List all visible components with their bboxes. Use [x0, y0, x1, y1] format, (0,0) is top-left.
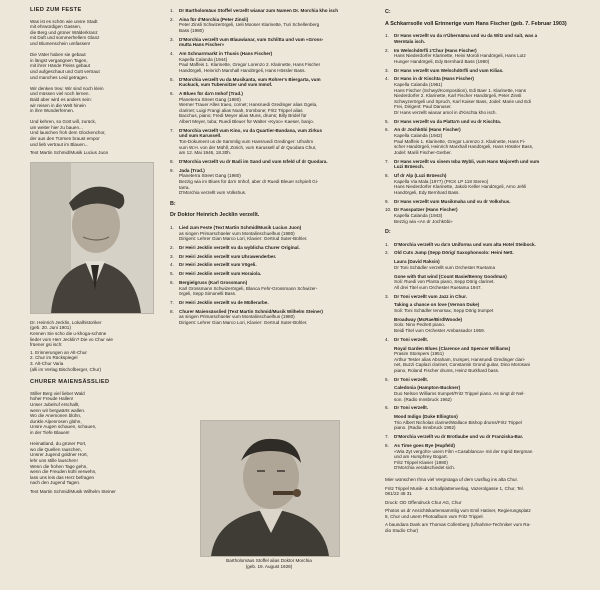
portrait-photo-stoffel [200, 420, 340, 557]
track-body [394, 337, 595, 343]
song-credit-2: Text Martin Schmid/Musik Wilhelm Steiner [30, 488, 116, 494]
footer-line: Photos us dr Ansichtskartensammlig vum Emil Hatiner, Regierungsplatz 8, Chur und usem Photoalbum vum Fritz Trippel. [385, 508, 531, 519]
track-details: Planeterra Street Gang (1980) Bezzig wia im Blues für da'n Imhof, aber dr Ruedi Bleuer schpielt Gi- tarra. D'Morchia verzellt vum Volkshus. [179, 173, 319, 196]
side-label-c: C: [385, 9, 391, 15]
track-body [179, 168, 368, 196]
track-item [385, 317, 595, 334]
track-item [385, 48, 595, 65]
track-body [394, 274, 595, 291]
track-title: Dr Toni verzellt. [394, 405, 429, 411]
track-title: Broadway (McRae/Bird/Woode) [394, 316, 463, 322]
track-details: Kapella Calanda (1961) Hans Fischer (Schwyt/Komposition), Edi Baer 1. Klarinette, Hans Niederdorfer 2. Klarinette, Karl Fischer Handörgeli, Peter Zinsli Schwyzerörgeli und Spruch, Karl Kaiser Bass, Jodel: Marie und Edi Frei, Dirigent: Paul Danuser. Dr Hans verzellt wianar amol in d'Kischta kho isch. [394, 81, 531, 115]
track-number: 2. [385, 250, 389, 256]
track-item [170, 37, 368, 48]
track-body [394, 76, 595, 115]
track-body [179, 254, 368, 260]
track-item [170, 51, 368, 73]
side-c-heading: A Schkarrsolle voll Erinnerige vum Hans Fischer (geb. 7. Februar 1903) [385, 20, 567, 27]
track-body [179, 245, 368, 251]
portrait-photo-jecklin [30, 162, 154, 314]
track-body [179, 128, 368, 156]
track-number: 1. [385, 33, 389, 39]
track-body [394, 119, 595, 125]
track-number: 8. [385, 442, 389, 448]
track-title: D'Morchia verzellt vu da'n Uniforma und vum alta Hotel Steibock. [394, 241, 536, 247]
track-title: Dr Toni verzellt. [394, 376, 429, 382]
track-body [394, 48, 595, 65]
track-details: Trio Albert Nicholas clarinet/Wallace Bishop drums/Fritz Trippel piano. (Radio Innsbruck 1962) [394, 419, 522, 431]
track-item [385, 127, 595, 155]
track-title: Dr Hans in dr Kischta (Hans Fischer) [394, 76, 474, 82]
track-title: D'Morchia verzellt vum Blauwianar, vum Schlitta und vum «Gross- mutta Hans Fischer» [179, 36, 324, 48]
track-body [394, 68, 595, 74]
track-details: Solo: Nino Pedrett piano. Beidi Titel vum Orchester Ambassador 1959. [394, 322, 485, 333]
track-number [385, 317, 394, 334]
track-number: 3. [170, 36, 174, 42]
track-body [394, 302, 595, 313]
track-title: As Time goes Bye (Hupfeld) [394, 442, 455, 448]
track-title: Dr Hans verzellt vum Welschdörfli und vum Kilias. [394, 67, 504, 73]
track-body [394, 199, 595, 205]
track-number [385, 302, 394, 313]
track-details: as singen Primarschüeler vum Montalinschuelhus (1980) Dirigent: Lehrer Gian Marco Lori, Klavier: Gertrud Suter-Bühler. [179, 314, 308, 325]
track-item [385, 33, 595, 44]
column-middle [170, 8, 368, 329]
track-number: 3. [170, 253, 174, 259]
side-b-heading: Dr Doktor Heinrich Jecklin verzellt. [170, 212, 260, 219]
track-title: Old Cuts Jump (Sepp Dörig/ Saxophonsolo: Heini Nett. [394, 250, 514, 256]
track-item [170, 17, 368, 34]
track-item [385, 119, 595, 125]
track-body [179, 77, 368, 88]
photo-caption-jecklin: Dr. Heinrich Jecklin, Lokalhistoriker (geb. 20. Juni 1901) Kennen Sie scho die u-khoga-schöne lieder vom Herr Jecklin? Die vo Chur wie früener gsi isch: [30, 319, 113, 348]
track-item [385, 294, 595, 300]
track-title: Uf dr Alp (Luzi Brüesch) [394, 172, 447, 178]
track-details: «Wia Zyt vergoht» usem Film «Casablanca» mit der Ingrid Bergman und am Humphrey Bogart. Fritz Trippel Klavier (1980) D'Morchia verabschiedet sich. [394, 448, 533, 471]
track-item [170, 262, 368, 268]
track-item [385, 443, 595, 471]
track-body [179, 51, 368, 73]
track-details: Kapella Calanda (1942) Paul Maffeis 1. Klarinette, Gregor Lorenzo 2. Klarinette, Hans Fi- scher Handörgeli, Heinrich Marxhall Handörgeli, Hans Hössler Bass, Jodel: Marili Fischer-Gerber. [394, 133, 534, 155]
track-number: 6. [385, 405, 389, 411]
track-item [385, 76, 595, 115]
column-right [385, 8, 595, 537]
track-title: Bergielgruss (Karl Grossmann) [179, 280, 248, 285]
track-item [170, 309, 368, 326]
track-item [385, 434, 595, 440]
track-body [394, 385, 595, 402]
track-title: Dr Hans verzellt vu da Platta'n und vu dr Kischta. [394, 118, 502, 124]
track-item [170, 300, 368, 306]
side-label-b: B: [170, 200, 176, 207]
track-item [170, 254, 368, 260]
song-heading-2: CHURER MAIENSÄSSLIED [30, 379, 110, 386]
track-body [394, 159, 595, 170]
track-body [179, 309, 368, 326]
photo-caption-stoffel: Bartholomäus Stoffel alias Doktor Morchia (geb. 19. August 1928) [226, 558, 312, 569]
track-body [179, 159, 368, 165]
track-number: 3. [385, 293, 389, 299]
track-number: 8. [170, 158, 174, 164]
track-item [170, 168, 368, 196]
track-body [179, 280, 368, 297]
track-title: Jada (Trad.) [179, 167, 205, 173]
track-item [385, 385, 595, 402]
track-number: 8. [385, 172, 389, 178]
track-body [179, 262, 368, 268]
track-item [385, 242, 595, 248]
track-title: D'Morchia verzellt vu da Musikanta, vum Rohrer's Biergarta, vum Kuckuck, vum Tubensitzer und vum Inmof. [179, 76, 321, 88]
track-title: Dr Toni verzellt vum Jazz in Chur. [394, 293, 467, 299]
track-number: 5. [170, 271, 174, 277]
track-item [385, 259, 595, 270]
track-details: as singen Primarschüeler vum Montalinschuelhus (1980) Dirigent: Lehrer Gian Marco Lori, Klavier: Gertrud Suter-Bühler. [179, 230, 308, 242]
track-list-side-c [385, 33, 595, 224]
track-item [385, 346, 595, 374]
track-list-side-a [170, 8, 368, 196]
track-number: 2. [170, 244, 174, 250]
track-item [385, 199, 595, 205]
track-number: 5. [385, 118, 389, 124]
track-title: Aina für d'Morchia (Peter Zinsli) [179, 16, 249, 22]
track-title: Im Welschdörfli z'Chur (Hans Fischer) [394, 47, 477, 53]
track-details: Kapella Via Mala (1977) (PICK LP 118 Stereo) Hans Niederdorfer Klarinette, Jakob Keller Handörgeli, Arno Jehli Handörgeli, Edy Bernhard Bass. [394, 178, 527, 195]
track-title: Dr Hans verzellt vu da n'Übernäma und vu da Witz und sait, was a Werntala isch. [394, 33, 538, 44]
track-body [394, 346, 595, 374]
track-title: Lied zum Feste (Text Martin Schmid/Musik Lucius Juon) [179, 224, 302, 230]
track-details: Kapella Calanda (1943) Bezzig wia «An dr Jochköbi» [394, 212, 453, 224]
track-body [179, 271, 368, 277]
track-number: 4. [385, 76, 389, 82]
track-title: Royal Garden Blues (Clarence and Spencer Williams) [394, 345, 511, 351]
track-body [179, 17, 368, 34]
track-title: Dr Fasspatzer (Hans Fischer) [394, 207, 458, 213]
track-title: Dr Hans verzellt vum Musikmaha und vu dr Volkshus. [394, 198, 511, 204]
track-number: 9. [385, 198, 389, 204]
track-number [385, 385, 394, 402]
track-item [385, 274, 595, 291]
track-body [179, 300, 368, 306]
track-item [385, 337, 595, 343]
track-number: 10. [385, 207, 392, 213]
track-item [385, 207, 595, 224]
publisher-note: (alli im Verlag Bischofberger, Chur) [30, 366, 101, 372]
footer-line: A baundara Dank am Thomas Collenberg (Ufnahme-Techniker vum Ra- dio Studio Chur) [385, 522, 531, 534]
track-number: 2. [385, 47, 389, 53]
track-item [385, 250, 595, 256]
track-body [394, 33, 595, 44]
track-item [385, 173, 595, 195]
track-body [394, 250, 595, 256]
poem-text: Was ist es schön wie unsre Stadt mit ehrwürdigen Gassen, die Berg und grüner Wälderkranz mit Duft und sommerhellem Glanz und Blumenschein umfassen! Die Väter haben sie gebaut in längst vergangnen Tagen, mit ihrer Hände Fleiss gebaut und aufgeschaut und Gott vertraut und manches Leid getragen. Wir denken treu: Wir sind noch klein und müssen viel noch lernen. Bald aber wird es anders sein: wir reisen in die Welt hinein in ihre Wunderfernen. Und kehren, so Gott will, zurück, um weiter hier zu bauen... Und lauschen froh dem Glockenchor, der aus den Türmen braust empor und lieb vertraut im Blauen... [30, 18, 106, 147]
track-list-side-d [385, 242, 595, 471]
track-body [394, 127, 595, 155]
track-title: Mood Indigo (Duke Ellington) [394, 414, 458, 420]
footer-line: Druck: OD Offendruck Chur AG, Chur [385, 499, 462, 505]
track-number: 1. [170, 8, 174, 13]
track-number [385, 259, 394, 270]
track-number: 3. [385, 67, 389, 73]
track-details: Dr Toni Schädler verzellt vum Orchester Ruetama [394, 264, 496, 270]
track-number: 2. [170, 16, 174, 22]
track-details: Peter Zinsli Schwizerörgeli, Ueli Mooser Klarinette, Turi Schellenberg Bass (1980) [179, 22, 320, 33]
track-title: Dr Toni verzellt. [394, 336, 429, 342]
track-details: Hans Niederdorfer Klarinette, Heini Moroli Handörgeli, Hans Lutz Hunger Handörgeli, Edy Bernhard Bass (1980) [394, 53, 526, 64]
track-item [170, 225, 368, 242]
book-list [30, 350, 152, 372]
track-details: Soli: Ruedi von Planta piano, Sepp Dörig clarinet. All drei Titel vum Orchester Ruetama 1947. [394, 279, 495, 290]
track-number: 5. [170, 76, 174, 82]
track-title: Dr Heiri Jecklin verzellt vu de Müllerarbe. [179, 299, 269, 305]
track-number: 9. [170, 167, 174, 173]
track-item [170, 128, 368, 156]
track-body [394, 434, 595, 440]
track-title: D'Morchia verzellt vu dr Badi im Sand und vum Isfeld uf dr Quodara. [179, 158, 328, 164]
track-details: Prasim Stompers (1951) Arthur Tester alias Abraham, trumpet, Hansruedi Gredinger clari- net, Buzzi Caplazi clarinet, Constantin Grond guitar, Dino Morosani piano, Roland Fischer drums, Heinz Burkhard bass. [394, 351, 531, 373]
track-item [170, 159, 368, 165]
track-number: 1. [385, 241, 389, 247]
book-item: 3. Alt-Chur Varia [30, 361, 64, 366]
track-number: 7. [170, 127, 174, 133]
track-item [385, 414, 595, 431]
track-body [394, 242, 595, 248]
track-details: Planeterra Street Gang (1980) Werner Trauer Alles traeo, cornet; Hansruedi Gredinger alias Ggela, clarinet; Luigi Frangi alias Noah, trombone; Fritz Trippel alias Bacchus, piano; Fredi Meyer alias Muns, drums; Billy Bridel für Albert Meyer, tuba; Ruedi Bleuer für Walter «Kyoo» Kaeser, banjo. [179, 96, 318, 125]
footer-line: Mier wünschen Ihna viel Vergnüaga uf dem Uusflug ins alta Chur. [385, 476, 519, 482]
track-body [179, 91, 368, 125]
track-item [385, 159, 595, 170]
track-item [170, 280, 368, 297]
track-title: Gone with that wind (Count Basie/Benny Goodman) [394, 273, 507, 279]
track-number [385, 414, 394, 431]
track-number: 6. [170, 280, 174, 285]
track-number: 8. [170, 308, 174, 314]
track-number: 1. [170, 224, 174, 230]
track-title: Dr Heiri Jecklin verzellt vum Uhrawenderber. [179, 253, 277, 259]
track-title: Dr Heiri Jecklin verzellt vum Vögeli. [179, 262, 257, 268]
track-number [385, 274, 394, 291]
credits-footer [385, 477, 595, 534]
track-title: Am Schnarrmarkt in Thusis (Hans Fischer) [179, 51, 273, 57]
track-number: 5. [385, 376, 389, 382]
track-title: Taking a chance on love (Vernon Duke) [394, 302, 480, 308]
track-number: 4. [170, 262, 174, 268]
track-number: 7. [385, 158, 389, 164]
track-body [394, 377, 595, 383]
track-item [385, 405, 595, 411]
track-item [170, 8, 368, 14]
track-item [385, 302, 595, 313]
song-credit: Text Martin Schmid/Musik Lucius Juon [30, 150, 109, 156]
track-title: Dr Hans verzellt vu sinem Isba Wybli, vum Hans Majoreth und vum Luzi Brüesch. [394, 158, 540, 170]
track-body [394, 259, 595, 270]
track-title: Churer Maiensässlied (Text Martin Schmid/Musik Wilhelm Steiner) [179, 308, 323, 314]
track-details: Soli: Toni Schädler tenorsax, Sepp Dörig trumpet [394, 307, 494, 313]
track-body [179, 225, 368, 242]
song-heading: LIED ZUM FESTE [30, 7, 82, 13]
track-item [170, 245, 368, 251]
side-label-d: D: [385, 229, 391, 236]
track-details: Karl Grossmann Schwizerörgeli, Blanca Fehr-Grossmann Schwizer- örgeli, Sepp Simonelli Bass. [179, 285, 318, 297]
track-title: Dr Heiri Jecklin verzellt vum Horaiola. [179, 271, 262, 277]
track-details: Ton-Dokument us de Sammlig vum Hansruedi Gredinger: Ufnahm vum W.H. von der Mühll, Zürich, vum Karussell uf dr Quodara Chur, am 12. Mai 1946, 18.30h. [179, 139, 317, 156]
track-body [394, 414, 595, 431]
track-details: Kapella Calanda (1944) Paul Maffeis 1. Klarinette, Gregor Lorenzo 2. Klarinette, Hans Fischer Handörgeli, Heinrich Marxhall Handörgeli, Hans Hössler Bass. [179, 56, 321, 73]
track-number: 4. [385, 336, 389, 342]
track-body [179, 37, 368, 48]
track-body [394, 443, 595, 471]
poem-text-2: Stiller Berg viel lieber Wald hoher Freude Hallen! Unser Jubelruf erschallt, wenn wir bergwärts wallen. Wo die Anemonen blühn, dunkle Alpenrosen glühn, Unsre Augen schauen, schauen, in der Tiefe Blauen! Heimatland, du grüner Port, wo die Quellen rauschen, Unsrer Jugend goldner Hort, lehr uns stille lauschen! Wenn die frohen Tage gehn, wenn die Freuden kühl verwehn, lass uns leis das Herz befragen nach den Jugend Tagen. [30, 390, 97, 486]
track-title: A Blues für da'n Imhof (Trad.) [179, 91, 243, 97]
footer-line: Fritz Trippel Musik- & Schallplattenverlag, Vazerolgasse 1, Chur, Tel. 081/22 48 31 [385, 485, 524, 497]
track-number: 7. [170, 299, 174, 305]
track-item [170, 77, 368, 88]
track-title: An dr Jochköbi (Hans Fischer) [394, 127, 461, 133]
track-list-side-b [170, 225, 368, 326]
track-item [385, 377, 595, 383]
track-body [394, 405, 595, 411]
book-item: 2. Chur im Rückspiegel [30, 355, 78, 361]
track-details: Duo Nelson Williams trumpet/Fritz Trippel piano. As singt dr Nel- son. (Radio Innsbruck 1962) [394, 391, 525, 402]
column-left [30, 8, 152, 500]
track-title: D'Morchia verzellt vu dr Brotlaube und vu dr Franziska-Bar. [394, 434, 524, 440]
track-item [170, 271, 368, 277]
track-body [394, 317, 595, 334]
track-item [385, 68, 595, 74]
track-number: 4. [170, 51, 174, 57]
portrait-illustration-2 [201, 421, 339, 556]
track-title: D'Morchia verzellt vum Kino, vu da Quartier-Bandana, vum Zirkus und vum Karussell. [179, 127, 323, 139]
track-title: Dr Bartholomäus Stoffel verzellt wianar zum Namen Dr. Morchia kho isch [179, 8, 339, 13]
book-item: 1. Erinnerungen an Alt-Chur [30, 349, 87, 355]
track-body [394, 173, 595, 195]
track-number: 6. [385, 127, 389, 133]
track-title: Caledonia (Hampton-Buckner) [394, 385, 461, 391]
track-item [170, 91, 368, 125]
track-body [394, 294, 595, 300]
track-number [385, 346, 394, 374]
track-number: 7. [385, 434, 389, 440]
track-body [179, 8, 368, 14]
track-number: 6. [170, 91, 174, 97]
portrait-illustration [31, 163, 153, 313]
track-title: Laura (David Raksin) [394, 259, 440, 265]
track-body [394, 207, 595, 224]
track-title: Dr Heiri Jecklin verzellt vu da wyblicha Churer Original. [179, 244, 300, 250]
